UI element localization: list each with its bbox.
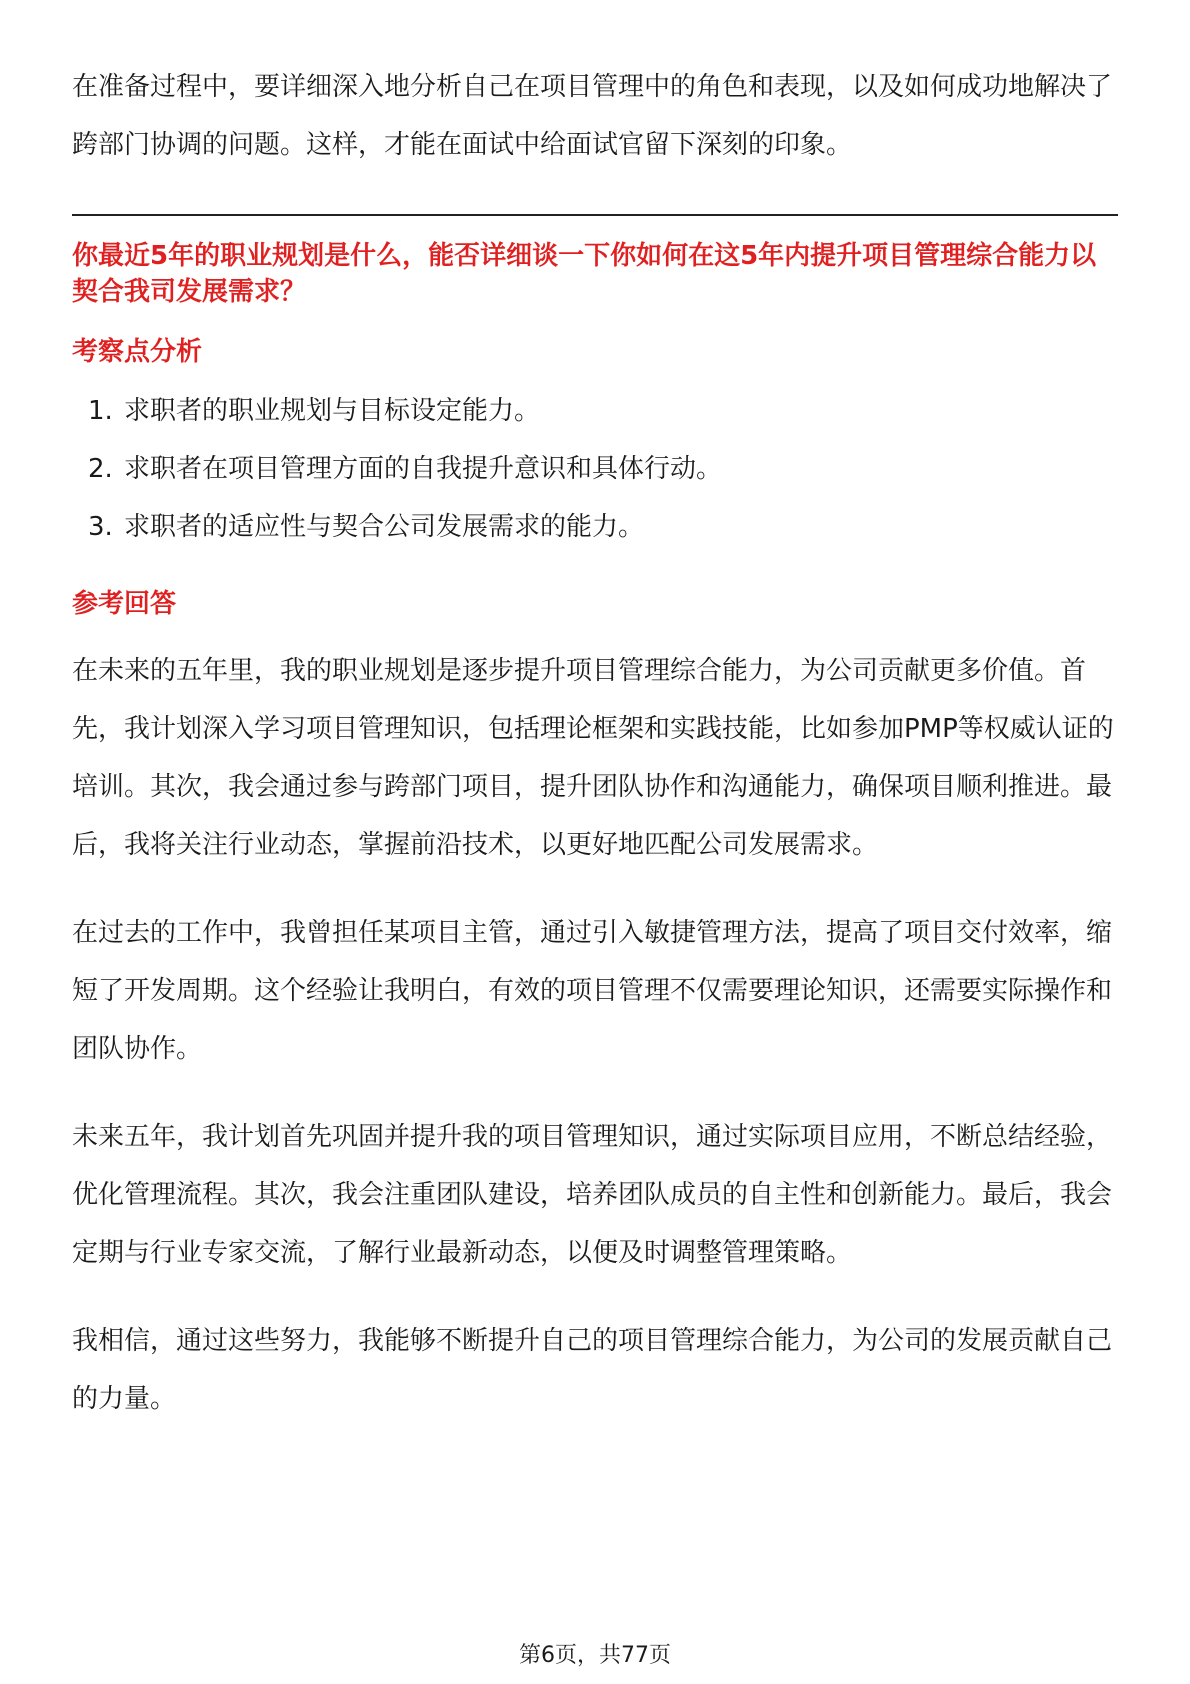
analysis-points (72, 382, 1118, 556)
answer-paragraph (72, 642, 1118, 874)
answer-paragraph (72, 1312, 1118, 1428)
answer-paragraph (72, 1108, 1118, 1282)
answer-heading: 参考回答 (72, 589, 177, 619)
section-divider (72, 214, 1118, 216)
analysis-point (72, 440, 1118, 498)
answer-paragraph (72, 904, 1118, 1078)
point-text: 求职者的职业规划与目标设定能力。 (124, 396, 541, 426)
analysis-point (72, 382, 1118, 440)
page-content (72, 58, 1118, 1458)
point-text: 求职者的适应性与契合公司发展需求的能力。 (124, 512, 645, 542)
intro-paragraph: 在准备过程中，要详细深入地分析自己在项目管理中的角色和表现，以及如何成功地解决了跨部门协调的问题。这样，才能在面试中给面试官留下深刻的印象。 (72, 72, 1113, 160)
answer-paragraph-text: 我相信，通过这些努力，我能够不断提升自己的项目管理综合能力，为公司的发展贡献自己的力量。 (72, 1326, 1113, 1414)
answer-paragraph-text: 未来五年，我计划首先巩固并提升我的项目管理知识，通过实际项目应用，不断总结经验，优化管理流程。其次，我会注重团队建设，培养团队成员的自主性和创新能力。最后，我会定期与行业专家交流，了解行业最新动态，以便及时调整管理策略。 (72, 1122, 1113, 1268)
analysis-point (72, 498, 1118, 556)
point-number: 1. (88, 396, 113, 426)
point-number: 2. (88, 454, 113, 484)
point-number: 3. (88, 512, 113, 542)
answer-paragraph-text: 在未来的五年里，我的职业规划是逐步提升项目管理综合能力，为公司贡献更多价值。首先，我计划深入学习项目管理知识，包括理论框架和实践技能，比如参加PMP等权威认证的培训。其次，我会通过参与跨部门项目，提升团队协作和沟通能力，确保项目顺利推进。最后，我将关注行业动态，掌握前沿技术，以更好地匹配公司发展需求。 (72, 656, 1114, 860)
page-number: 第6页，共77页 (519, 1643, 671, 1668)
point-text: 求职者在项目管理方面的自我提升意识和具体行动。 (124, 454, 723, 484)
answer-paragraph-text: 在过去的工作中，我曾担任某项目主管，通过引入敏捷管理方法，提高了项目交付效率，缩短了开发周期。这个经验让我明白，有效的项目管理不仅需要理论知识，还需要实际操作和团队协作。 (72, 918, 1113, 1064)
question-heading: 你最近5年的职业规划是什么，能否详细谈一下你如何在这5年内提升项目管理综合能力以契合我司发展需求？ (72, 241, 1097, 307)
analysis-heading: 考察点分析 (72, 337, 203, 367)
